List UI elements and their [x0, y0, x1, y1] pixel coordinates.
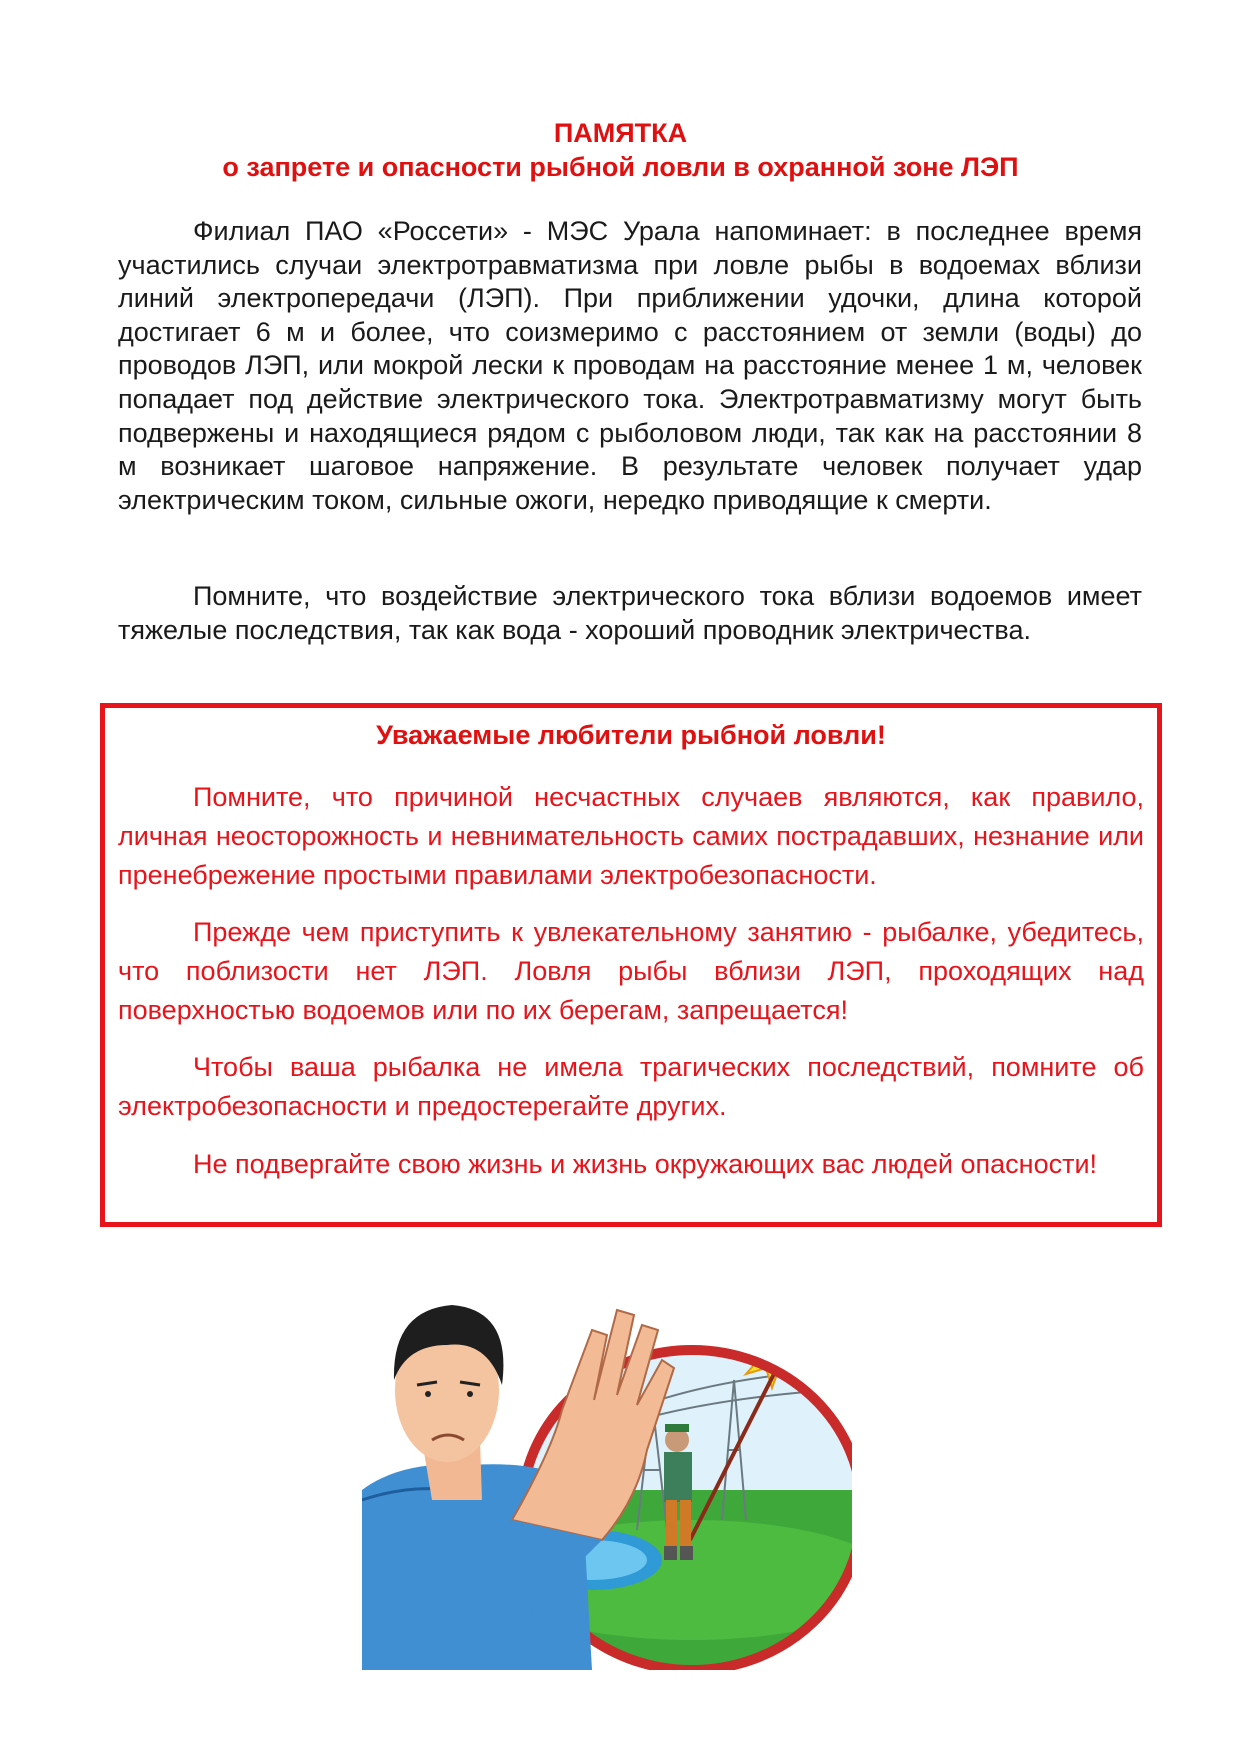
reminder-paragraph: Помните, что воздействие электрического тока вблизи водоемов имеет тяжелые последствия, так как вода - хороший проводник электричества. [118, 581, 1142, 645]
warning-paragraph: Чтобы ваша рыбалка не имела трагических последствий, помните об электробезопасности и предостерегайте других. [118, 1052, 1144, 1121]
warning-paragraph: Не подвергайте свою жизнь и жизнь окружающих вас людей опасности! [193, 1149, 1098, 1179]
warning-paragraph: Прежде чем приступить к увлекательному занятию - рыбалке, убедитесь, что поблизости нет ЛЭП. Ловля рыбы вблизи ЛЭП, проходящих над поверхностью водоемов или по их берегам, запрещается! [118, 917, 1144, 1025]
page-subtitle: о запрете и опасности рыбной ловли в охранной зоне ЛЭП [222, 152, 1019, 182]
safety-illustration [362, 1290, 852, 1670]
intro-paragraph: Филиал ПАО «Россети» - МЭС Урала напоминает: в последнее время участились случаи электротравматизма при ловле рыбы в водоемах вблизи линий электропередачи (ЛЭП). При приближении удочки, длина которой достигает 6 м и более, что соизмеримо с расстоянием от земли (воды) до проводов ЛЭП, или мокрой лески к проводам на расстояние менее 1 м, человек попадает под действие электрического тока. Электротравматизму могут быть подвержены и находящиеся рядом с рыболовом люди, так как на расстоянии 8 м возникает шаговое напряжение. В результате человек получает удар электрическим током, сильные ожоги, нередко приводящие к смерти. [118, 216, 1142, 515]
warning-paragraph: Помните, что причиной несчастных случаев являются, как правило, личная неосторожность и невнимательность самих пострадавших, незнание или пренебрежение простыми правилами электробезопасности. [118, 782, 1144, 890]
stop-hand-fisherman-power-line-illustration [362, 1290, 852, 1670]
warning-heading: Уважаемые любители рыбной ловли! [376, 720, 886, 750]
page-title: ПАМЯТКА [553, 118, 688, 148]
warning-box [100, 703, 1162, 1227]
